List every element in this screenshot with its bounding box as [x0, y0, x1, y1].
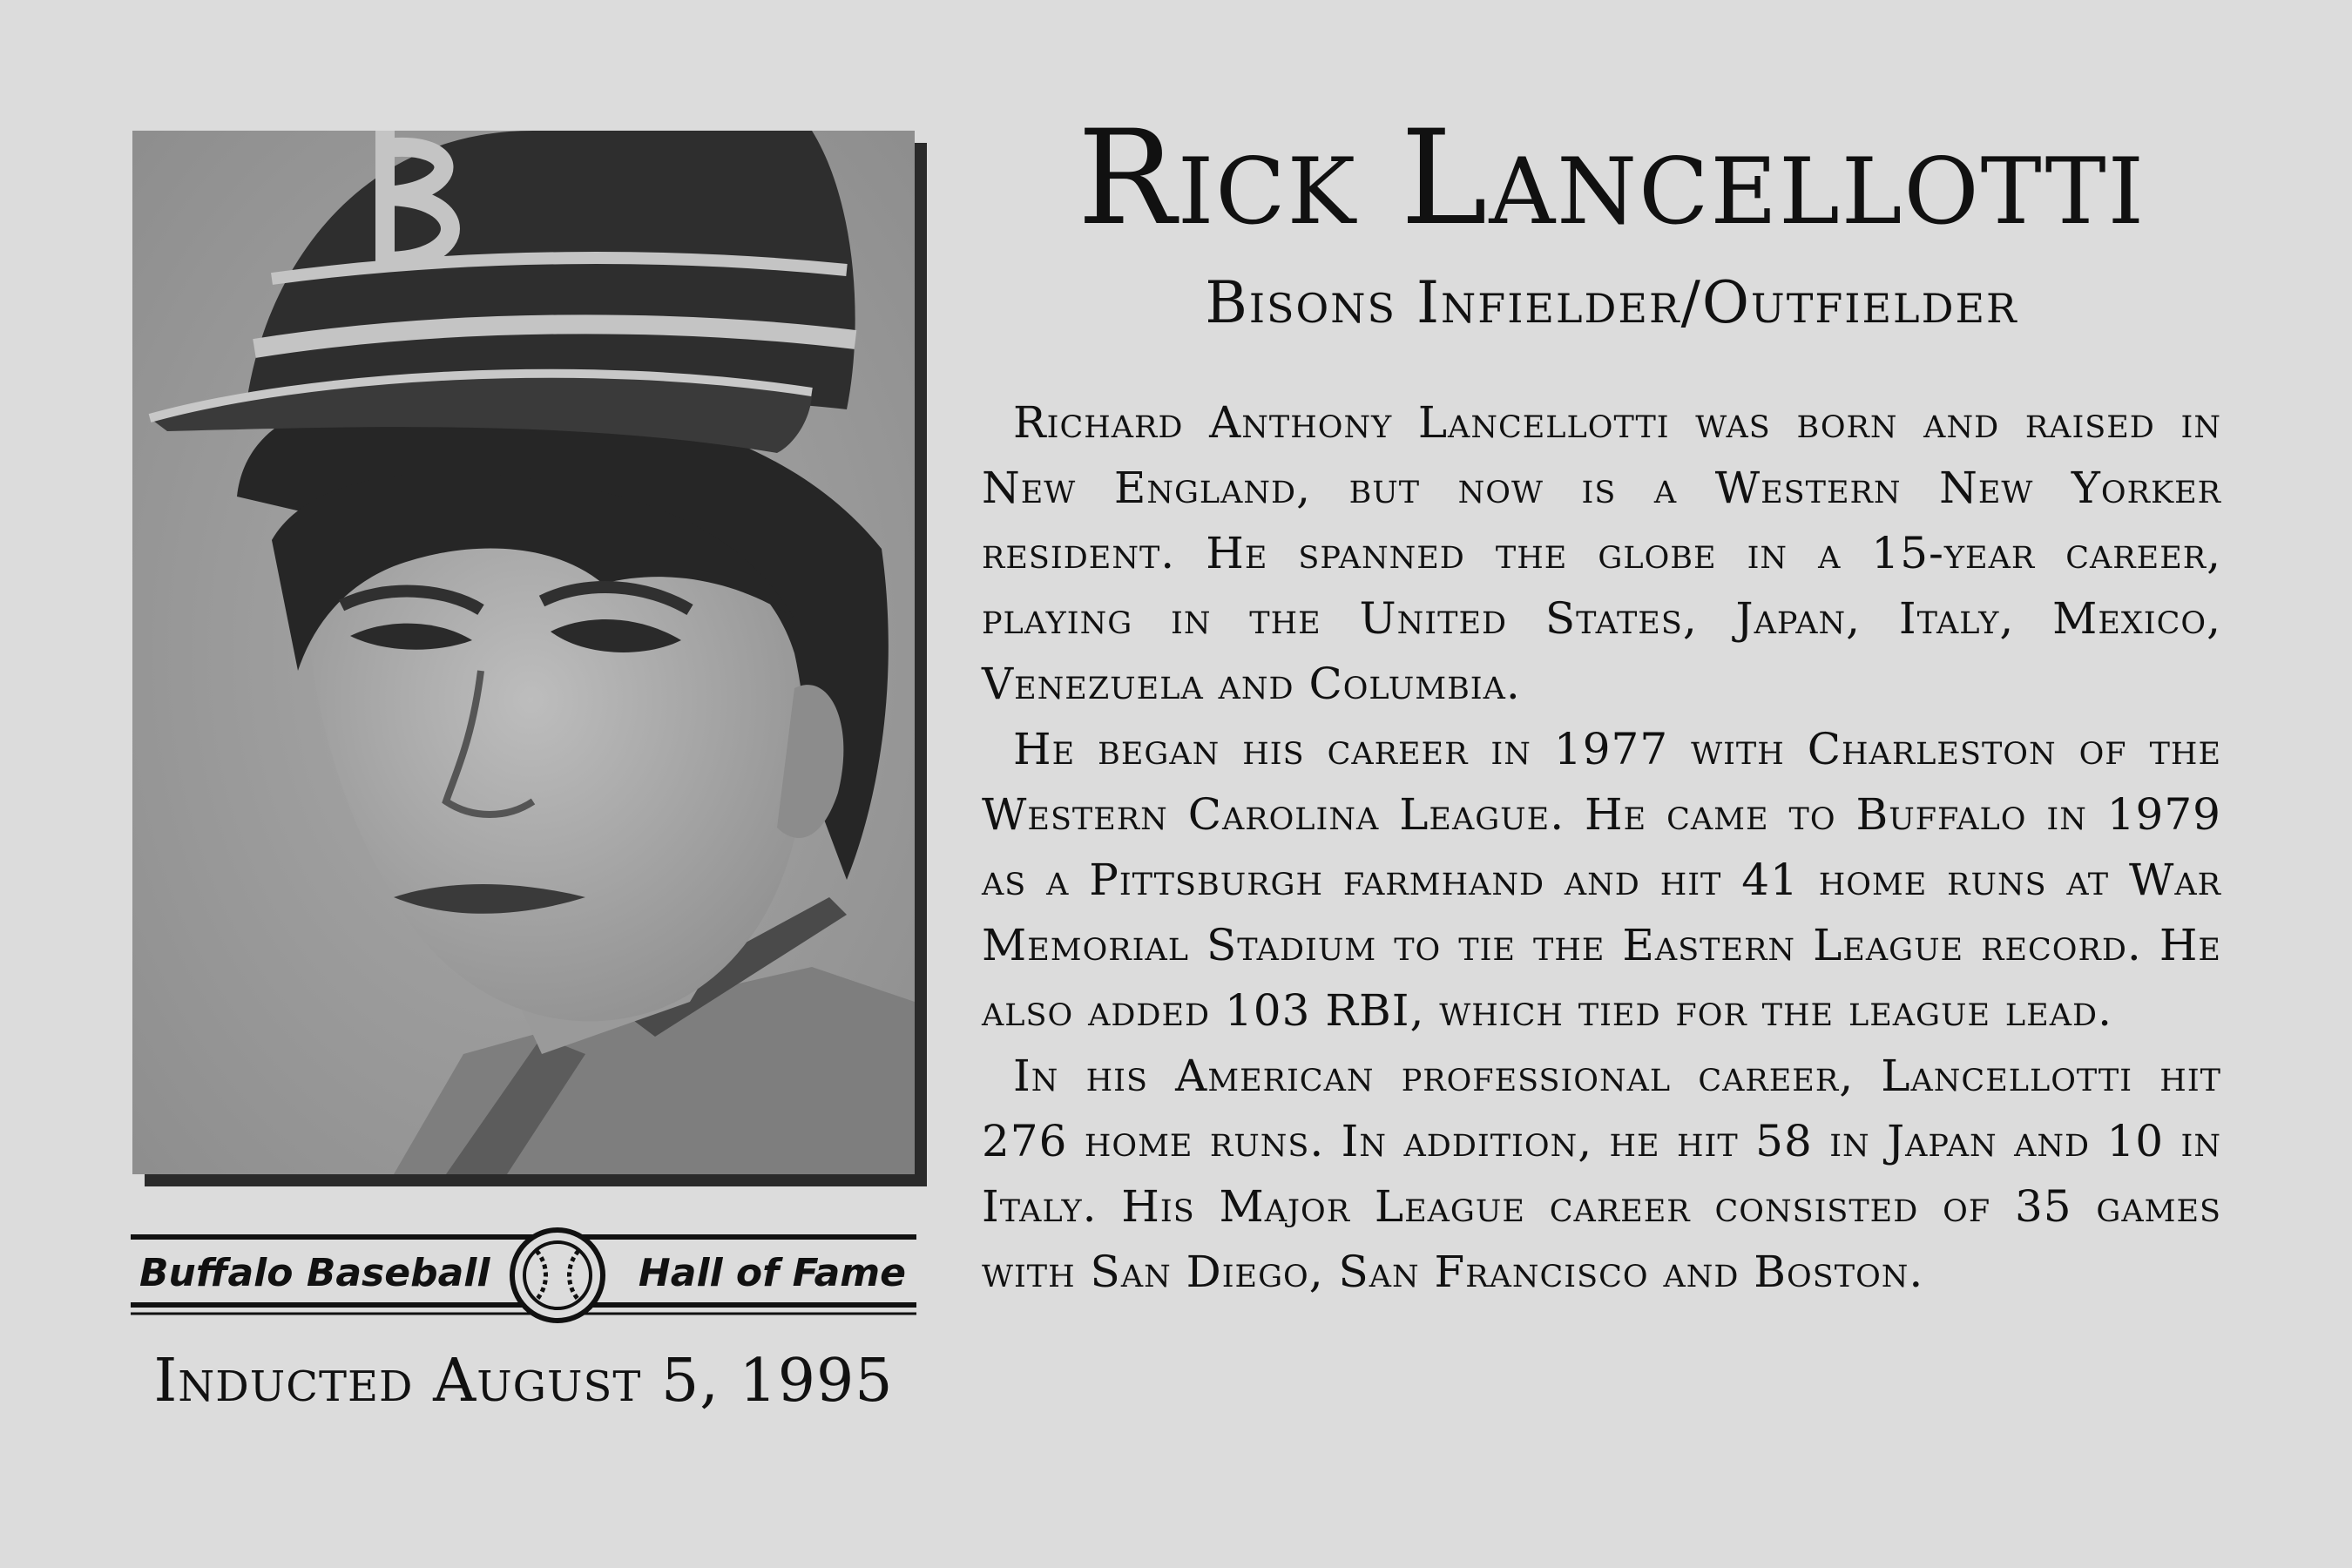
player-position: Bisons Infielder/Outfielder	[1205, 269, 2018, 336]
player-portrait-image	[132, 131, 915, 1174]
bio-paragraph: Richard Anthony Lancellotti was born and raised in New England, but now is a Western New Yorker resident. He spanned the globe in a 15-year career, playing in the United States, Japan, Italy, Mexico, Venezuela and Columbia.	[982, 397, 2221, 709]
hall-of-fame-logo	[131, 1227, 916, 1324]
bio-paragraph: He began his career in 1977 with Charleston of the Western Carolina League. He came to Buffalo in 1979 as a Pittsburgh farmhand and hit 41 home runs at War Memorial Stadium to tie the Eastern League record. He also added 103 RBI, which tied for the league lead.	[982, 724, 2221, 1036]
logo-text-hall-of-fame: Hall of Fame	[638, 1251, 906, 1295]
player-name: Rick Lancellotti	[1077, 103, 2146, 254]
logo-text-buffalo-baseball: Buffalo Baseball	[139, 1251, 490, 1295]
bio-paragraph: In his American professional career, Lancellotti hit 276 home runs. In addition, he hit 58 in Japan and 10 in Italy. His Major League career consisted of 35 games with San Diego, San Francisco and Boston.	[982, 1051, 2221, 1297]
player-biography	[982, 390, 2221, 1305]
induction-date: Inducted August 5, 1995	[153, 1347, 894, 1416]
player-photo	[132, 131, 915, 1174]
